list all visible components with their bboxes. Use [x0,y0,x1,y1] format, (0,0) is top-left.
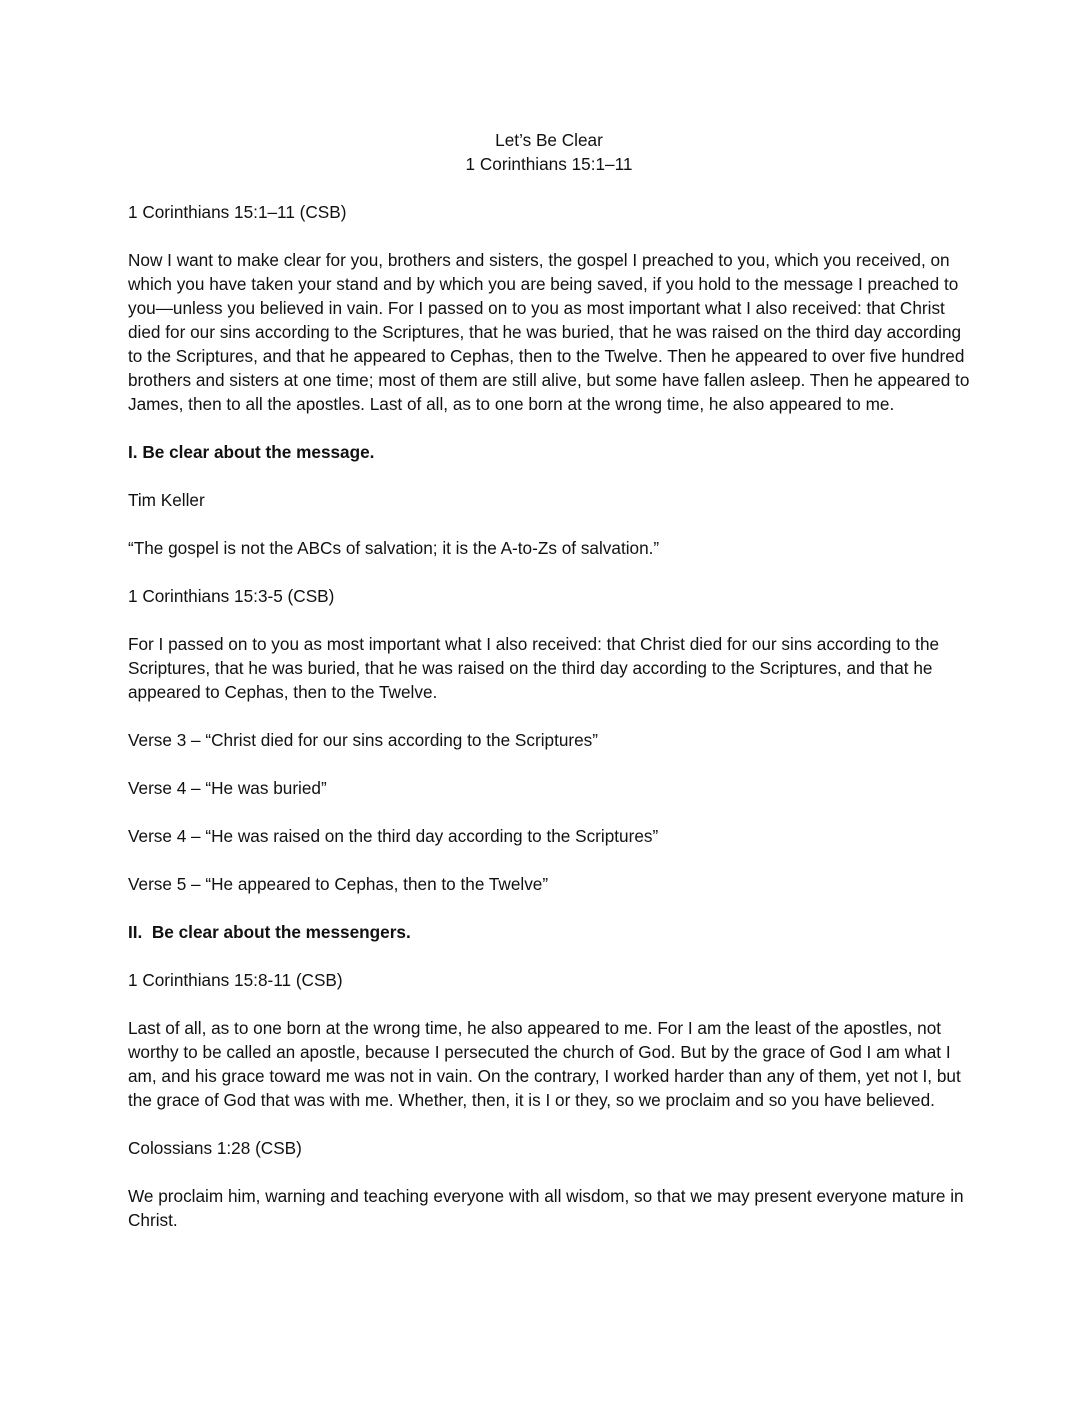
section-heading-message: I. Be clear about the message. [128,442,375,462]
quote-author: Tim Keller [128,490,205,510]
scripture-reference: 1 Corinthians 15:1–11 (CSB) [128,202,347,222]
quote-text: “The gospel is not the ABCs of salvation; it is the A-to-Zs of salvation.” [128,538,660,558]
scripture-reference: 1 Corinthians 15:8-11 (CSB) [128,970,343,990]
title-block [128,128,970,176]
scripture-reference: 1 Corinthians 15:3-5 (CSB) [128,586,335,606]
page-subtitle: 1 Corinthians 15:1–11 [465,154,633,174]
section-heading-messengers: II. Be clear about the messengers. [128,922,411,942]
verse-note: Verse 5 – “He appeared to Cephas, then to the Twelve” [128,874,549,894]
verse-note: Verse 3 – “Christ died for our sins according to the Scriptures” [128,730,599,750]
verse-note: Verse 4 – “He was buried” [128,778,327,798]
spacer [128,176,970,200]
page-title: Let’s Be Clear [495,130,603,150]
document-page [128,128,970,1232]
scripture-reference: Colossians 1:28 (CSB) [128,1138,302,1158]
scripture-passage: We proclaim him, warning and teaching everyone with all wisdom, so that we may present everyone mature in Christ. [128,1186,964,1230]
scripture-passage: For I passed on to you as most important what I also received: that Christ died for our sins according to the Scriptures, that he was buried, that he was raised on the third day according to the Scriptures, and that he appeared to Cephas, then to the Twelve. [128,634,940,702]
scripture-passage: Now I want to make clear for you, brothers and sisters, the gospel I preached to you, which you received, on which you have taken your stand and by which you are being saved, if you hold to the message I preached to you—unless you believed in vain. For I passed on to you as most important what I also received: that Christ died for our sins according to the Scriptures, that he was buried, that he was raised on the third day according to the Scriptures, and that he appeared to Cephas, then to the Twelve. Then he appeared to over five hundred brothers and sisters at one time; most of them are still alive, but some have fallen asleep. Then he appeared to James, then to all the apostles. Last of all, as to one born at the wrong time, he also appeared to me. [128,250,970,414]
scripture-passage: Last of all, as to one born at the wrong time, he also appeared to me. For I am the least of the apostles, not worthy to be called an apostle, because I persecuted the church of God. But by the grace of God I am what I am, and his grace toward me was not in vain. On the contrary, I worked harder than any of them, yet not I, but the grace of God that was with me. Whether, then, it is I or they, so we proclaim and so you have believed. [128,1018,961,1110]
verse-note: Verse 4 – “He was raised on the third day according to the Scriptures” [128,826,659,846]
